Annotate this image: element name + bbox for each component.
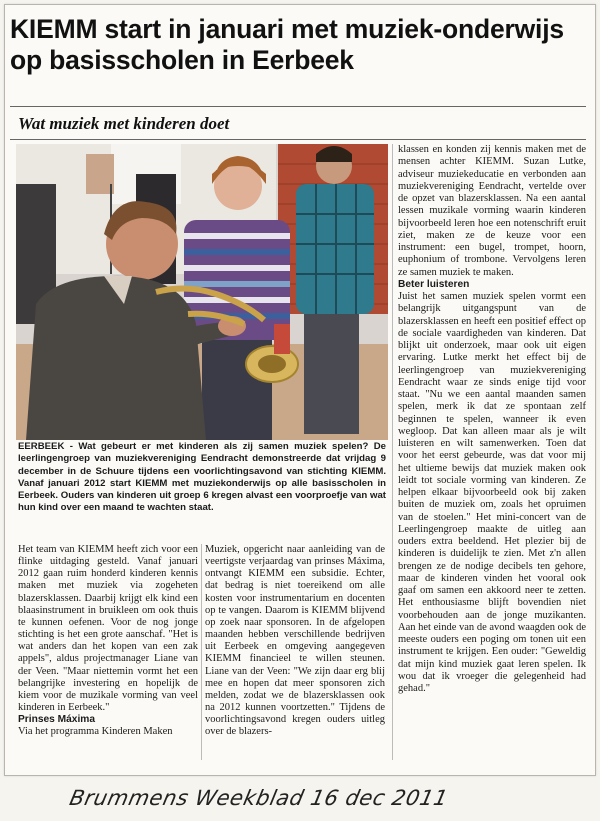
column-2-body: Muziek, opgericht naar aanleiding van de veertigste verjaardag van prinses Máxima, ontvangt KIEMM een subsidie. Echter, dat bedrag is niet toereikend om alle kosten voor instrumentarium en docenten op te vangen. Daarom is KIEMM blijvend op zoek naar sponsoren. In de afgelopen maanden hebben verschillende bedrijven uit Eerbeek en omgeving aangegeven KIEMM financieel te willen steunen. Liane van der Veen: "We zijn daar erg blij mee en hopen dat meer sponsoren zich melden, zodat we de blazersklassen ook na 2012 kunnen voortzetten." Tijdens de voorlichtingsavond kregen ouders uitleg over de blazers-	[205, 544, 385, 738]
subheadline: Wat muziek met kinderen doet	[18, 114, 230, 133]
column-1	[18, 544, 198, 739]
column-1-tail: Via het programma Kinderen Maken	[18, 726, 173, 738]
column-divider	[201, 544, 202, 760]
column-divider	[392, 144, 393, 760]
subheading-beter-luisteren: Beter luisteren	[398, 278, 470, 290]
column-2	[205, 544, 385, 739]
handwritten-source-note: Brummens Weekblad 16 dec 2011	[67, 786, 451, 810]
headline: KIEMM start in januari met muziek-onderwijs op basisscholen in Eerbeek	[10, 14, 564, 75]
column-1-body: Het team van KIEMM heeft zich voor een flinke uitdaging gesteld. Vanaf januari 2012 gaan ruim honderd kinderen kennis maken met muziek via zogeheten blazersklassen. Daarbij krijgt elk kind een blaasinstrument in bruikleen om ook thuis te kunnen oefenen. Voor de nog jonge stichting is het een grote aanschaf. "Het is wat anders dan het kopen van een zak appels", aldus projectmanager Liane van der Veen. "Maar niettemin vormt het een belangrijke investering en hopelijk de kiem voor de muzikale vorming van veel kinderen in Eerbeek."	[18, 544, 198, 714]
column-3-body: klassen en konden zij kennis maken met de mensen achter KIEMM. Suzan Lutke, adviseur muziekeducatie en verbonden aan muziekvereniging Eendracht, vertelde over de opzet van blazersklassen. Na een aantal lessen muzikale vorming waarin kinderen bijvoorbeeld leren hoe een notenschrift eruit ziet, maken ze de keuze voor een instrument: een bugel, trompet, hoorn, euphonium of trombone. Vervolgens leren ze samen muziek te maken.	[398, 144, 586, 278]
article-lead: EERBEEK - Wat gebeurt er met kinderen als zij samen muziek spelen? De leerlingengroep van muziekvereniging Eendracht demonstreerde dat vrijdag 9 december in de Schuure tijdens een voorlichtingsavond van stichting KIEMM. Vanaf januari 2012 start KIEMM met muziekonderwijs op alle basisscholen in Eerbeek. Ouders van kinderen uit groep 6 kregen alvast een voorproefje van wat hun kind over een maand te wachten staat.	[18, 441, 386, 514]
article-photo	[16, 144, 388, 440]
subhead-rule	[10, 139, 586, 140]
headline-rule	[10, 106, 586, 107]
column-3	[398, 144, 586, 695]
column-3-tail: Juist het samen muziek spelen vormt een belangrijk uitgangspunt van de blazersklassen en heeft een positief effect op de sociale vaardigheden van kinderen. Dat blijkt uit onderzoek, maar ook uit eigen ervaring. Lutke merkt het effect bij de leerlingengroep van muziekvereniging Eendracht waar ze sinds enige tijd voor staat. "Nu we een aantal maanden samen spelen, merk ik dat ze spontaan zelf beginnen te spelen, wanneer ik even wegloop. Dat kan alleen maar als je wilt luisteren en wilt samenwerken. Toen dat voor het eerst gebeurde, was dat voor mij het ultieme bewijs dat muziek maken ook leidt tot sociale vorming van kinderen. Ze helpen elkaar bijvoorbeeld ook bij zaken buiten de muziek om, zoals het opruimen van de stoelen." Het mini-concert van de Leerlingengroep maakte de uitleg aan ouders extra beeldend. Het plezier bij de kinderen is duidelijk te zien. Met z'n allen brengen ze de nodige decibels ten gehore, maar de kinderen vinden het vooral ook gaaf om samen een akkoord neer te zetten. Het enthousiasme blijft bovendien niet voorbehouden aan de jonge muzikanten. Aan het einde van de avond waagden ook de meeste ouders een poging om tonen uit een instrument te krijgen. Een ouder: "Geweldig dat mijn kind muziek gaat leren spelen. Ik wou dat ik vroeger die gelegenheid had gehad."	[398, 291, 586, 694]
subheading-prinses-maxima: Prinses Máxima	[18, 714, 96, 726]
